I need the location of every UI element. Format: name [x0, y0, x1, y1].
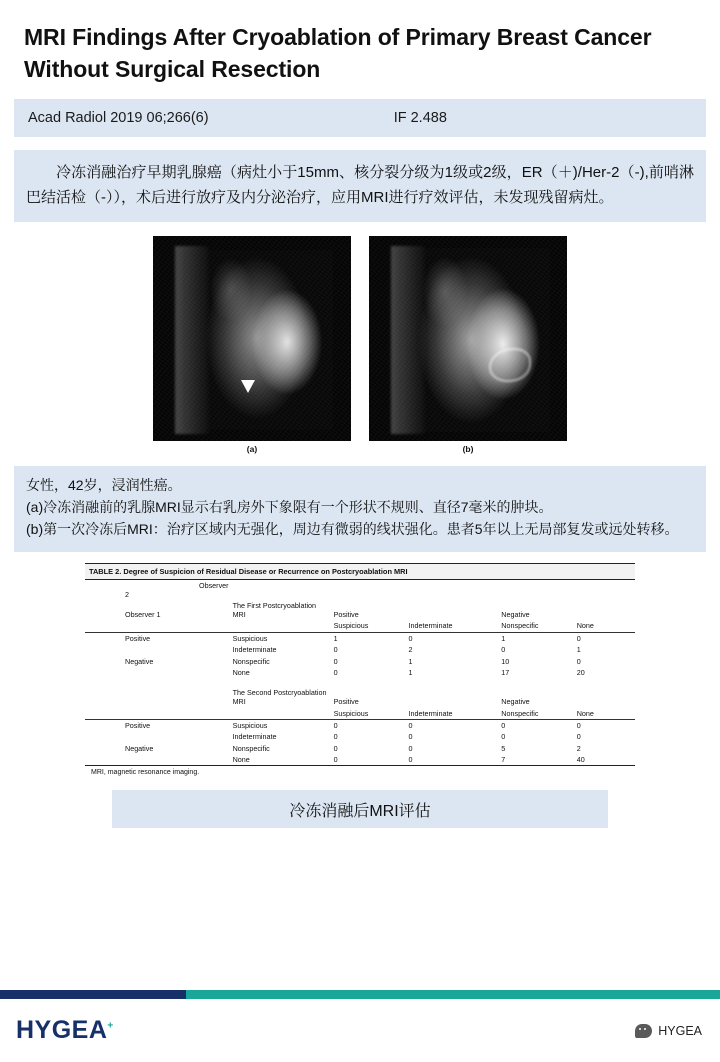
row-group	[85, 667, 231, 678]
slide-footer	[0, 990, 720, 1062]
section2-col-indeterminate: Indeterminate	[407, 708, 500, 720]
table-row	[85, 754, 635, 765]
case-note-line: 女性，42岁，浸润性癌。	[26, 477, 182, 494]
row-value: 10	[501, 656, 510, 666]
row-value: 1	[576, 645, 581, 655]
section1-col-indeterminate: Indeterminate	[407, 620, 500, 632]
section1-label: The First Postcryoablation MRI	[232, 601, 317, 620]
row-value: 0	[576, 633, 581, 643]
footer-rule-bar	[0, 990, 720, 999]
evaluation-caption-panel	[112, 790, 608, 828]
row-group: Negative	[125, 656, 154, 666]
row-value: 0	[408, 743, 413, 753]
spacer-cell	[85, 620, 231, 632]
row-value: 0	[333, 743, 338, 753]
figure-caption-a: (a)	[246, 444, 258, 455]
case-note-line: (b)第一次冷冻后MRI：治疗区域内无强化，周边有微弱的线状强化。患者5年以上无局部复发或远处转移。	[26, 520, 679, 537]
section1-group-negative: Negative	[501, 610, 530, 620]
section1-col-nonspecific: Nonspecific	[499, 620, 574, 632]
section2-group-positive: Positive	[333, 697, 359, 707]
figure-caption-b: (b)	[462, 444, 474, 455]
row-value: 2	[408, 645, 413, 655]
section2-group-negative: Negative	[501, 697, 530, 707]
image-noise-overlay	[153, 236, 351, 441]
section1-col-suspicious: Suspicious	[332, 620, 407, 632]
row-category: Nonspecific	[232, 656, 270, 666]
row-value: 0	[333, 645, 338, 655]
image-noise-overlay	[369, 236, 567, 441]
spacer-cell	[575, 687, 635, 707]
section1-group-positive: Positive	[333, 610, 359, 620]
row-value: 0	[408, 633, 413, 643]
spacer-cell	[407, 580, 500, 600]
table-row	[85, 667, 635, 678]
spacer-cell	[231, 708, 332, 720]
mri-image-post-cryoablation	[369, 236, 567, 441]
footer-content	[0, 999, 720, 1062]
row-value: 0	[333, 721, 338, 731]
spacer-cell	[575, 600, 635, 620]
table-row	[85, 655, 635, 666]
wechat-handle-label: HYGEA	[658, 1023, 702, 1038]
row-value: 5	[501, 743, 506, 753]
row-value: 0	[576, 656, 581, 666]
row-value: 7	[501, 755, 506, 765]
row-category: Nonspecific	[232, 743, 270, 753]
row-value: 0	[408, 755, 413, 765]
row-value: 1	[501, 633, 506, 643]
mri-figure-row	[0, 236, 720, 454]
table-row	[85, 731, 635, 742]
case-notes-panel	[14, 466, 706, 551]
row-group	[85, 731, 231, 742]
observer2-text: Observer 2	[125, 580, 229, 599]
row-value: 0	[408, 721, 413, 731]
spacer-cell	[231, 620, 332, 632]
summary-text: 冷冻消融治疗早期乳腺癌（病灶小于15mm、核分裂分级为1级或2级，ER（＋)/Her-2（-),前哨淋巴结活检（-）），术后进行放疗及内分泌治疗，应用MRI进行疗效评估，未发现残留病灶。	[26, 164, 694, 206]
table2-title: TABLE 2. Degree of Suspicion of Residual Disease or Recurrence on Postcryoablation MRI	[85, 563, 635, 580]
row-value: 0	[576, 732, 581, 742]
row-category: Suspicious	[232, 721, 268, 731]
table2-grid	[85, 580, 635, 766]
row-value: 0	[333, 656, 338, 666]
row-category: None	[232, 667, 250, 677]
row-value: 2	[576, 743, 581, 753]
section2-col-none: None	[575, 708, 635, 720]
row-category: None	[232, 755, 250, 765]
spacer-cell	[575, 580, 635, 600]
row-value: 1	[333, 633, 338, 643]
row-group: Negative	[125, 743, 154, 753]
row-value: 0	[333, 755, 338, 765]
table-row	[85, 644, 635, 655]
row-value: 1	[408, 667, 413, 677]
spacer-cell	[231, 580, 332, 600]
mri-figure-b	[369, 236, 567, 454]
observer2-label	[85, 580, 231, 600]
table-row	[85, 743, 635, 754]
table2-figure	[85, 563, 635, 779]
citation-bar	[14, 99, 706, 137]
row-category: Indeterminate	[232, 645, 277, 655]
row-value: 0	[408, 732, 413, 742]
row-group: Positive	[125, 633, 151, 643]
section2-label: The Second Postcryoablation MRI	[232, 688, 327, 707]
footer-rule-teal	[186, 990, 720, 999]
section2-col-suspicious: Suspicious	[332, 708, 407, 720]
page-title: MRI Findings After Cryoablation of Primary Breast Cancer Without Surgical Resection	[24, 24, 652, 82]
row-value: 0	[333, 732, 338, 742]
citation-journal: Acad Radiol 2019 06;266(6)	[28, 110, 209, 127]
row-group	[85, 644, 231, 655]
summary-panel	[14, 150, 706, 222]
citation-impact-factor: IF 2.488	[393, 110, 447, 127]
wechat-handle	[635, 1024, 702, 1038]
spacer-row	[85, 678, 635, 687]
row-category: Suspicious	[232, 633, 268, 643]
spacer-cell	[85, 678, 635, 687]
row-value: 1	[408, 656, 413, 666]
case-note-line: (a)冷冻消融前的乳腺MRI显示右乳房外下象限有一个形状不规则、直径7毫米的肿块。	[26, 498, 553, 515]
mri-image-pre-cryoablation	[153, 236, 351, 441]
spacer-cell	[499, 580, 574, 600]
table-row	[85, 719, 635, 731]
brand-logo-mark: +	[107, 1020, 114, 1032]
evaluation-caption-text: 冷冻消融后MRI评估	[289, 802, 431, 820]
observer1-label: Observer 1	[125, 610, 161, 620]
row-value: 0	[501, 645, 506, 655]
spacer-cell	[85, 687, 231, 707]
row-value: 0	[576, 721, 581, 731]
row-category: Indeterminate	[232, 732, 277, 742]
spacer-cell	[85, 708, 231, 720]
mri-figure-a	[153, 236, 351, 454]
row-value: 20	[576, 667, 585, 677]
spacer-cell	[407, 687, 500, 707]
row-value: 0	[333, 667, 338, 677]
spacer-cell	[332, 580, 407, 600]
table2-footnote: MRI, magnetic resonance imaging.	[85, 765, 635, 778]
table-row	[85, 632, 635, 644]
row-value: 0	[501, 732, 506, 742]
row-group: Positive	[125, 721, 151, 731]
section1-col-none: None	[575, 620, 635, 632]
row-value: 0	[501, 721, 506, 731]
brand-logo-text: HYGEA	[16, 1016, 108, 1044]
section2-col-nonspecific: Nonspecific	[499, 708, 574, 720]
brand-logo	[16, 1016, 114, 1045]
row-group	[85, 754, 231, 765]
row-value: 17	[501, 667, 510, 677]
wechat-icon	[635, 1024, 652, 1038]
spacer-cell	[407, 600, 500, 620]
row-value: 40	[576, 755, 585, 765]
footer-rule-navy	[0, 990, 186, 999]
